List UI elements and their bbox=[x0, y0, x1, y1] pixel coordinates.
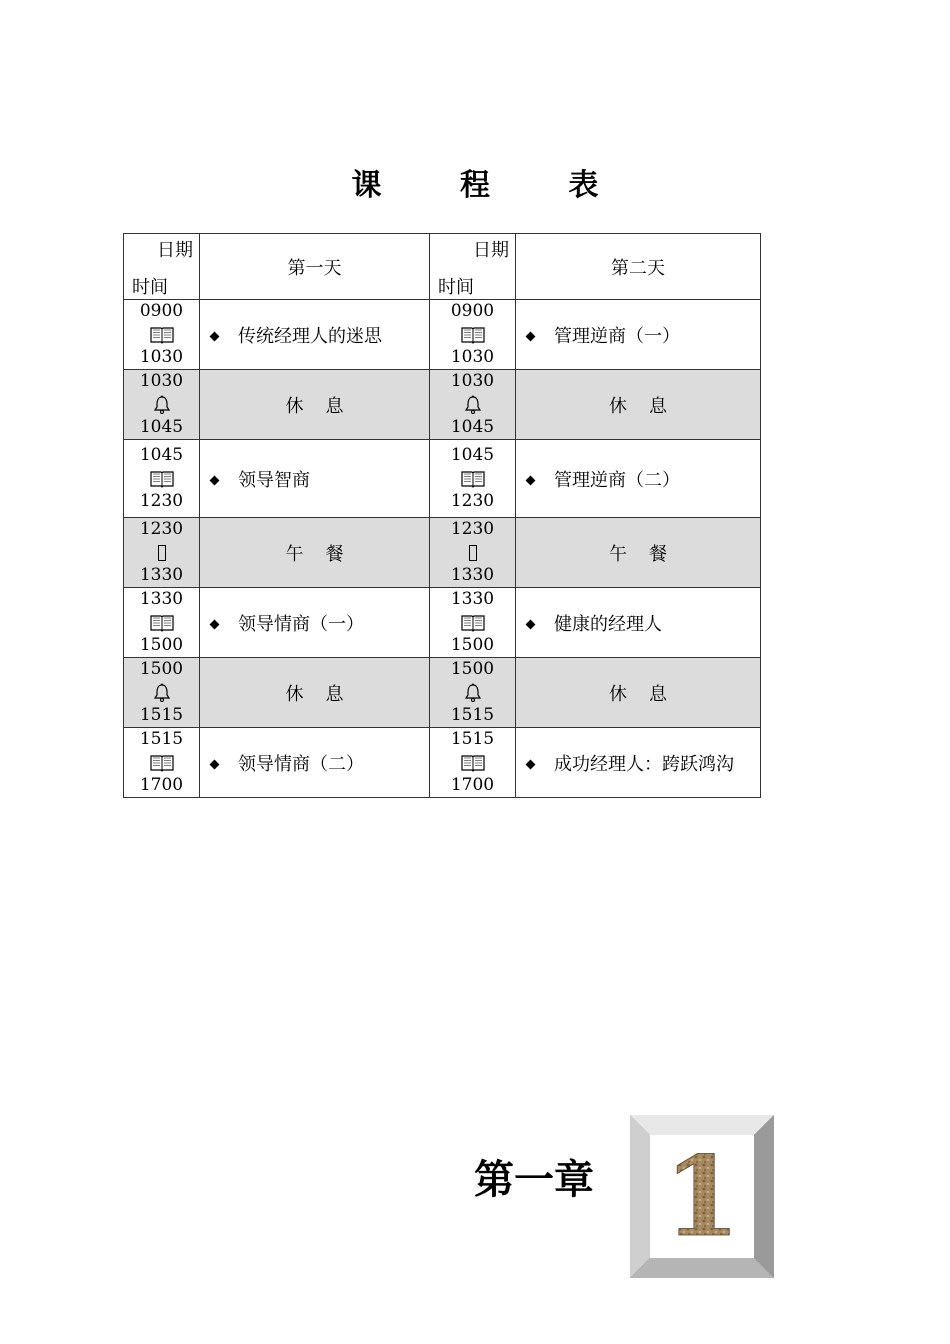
time-cell bbox=[430, 300, 516, 370]
start-time: 1330 bbox=[450, 589, 495, 609]
bell-icon bbox=[124, 393, 199, 416]
time-cell bbox=[124, 728, 200, 798]
end-time: 1515 bbox=[450, 705, 495, 725]
start-time: 1330 bbox=[139, 589, 184, 609]
start-time: 0900 bbox=[450, 301, 495, 321]
start-time: 1030 bbox=[139, 371, 184, 391]
book-icon bbox=[430, 323, 515, 346]
day1-session bbox=[200, 728, 430, 798]
end-time: 1330 bbox=[450, 565, 495, 585]
start-time: 0900 bbox=[139, 301, 184, 321]
bell-icon bbox=[430, 393, 515, 416]
session-title: 传统经理人的迷思 bbox=[238, 325, 382, 347]
day2-session bbox=[516, 300, 761, 370]
time-cell bbox=[430, 588, 516, 658]
date-time-header bbox=[430, 234, 516, 300]
day2-session bbox=[516, 728, 761, 798]
end-time: 1500 bbox=[139, 635, 184, 655]
diamond-bullet-icon bbox=[210, 620, 220, 630]
end-time: 1030 bbox=[450, 347, 495, 367]
day1-session bbox=[200, 588, 430, 658]
start-time: 1230 bbox=[450, 519, 495, 539]
end-time: 1045 bbox=[450, 417, 495, 437]
start-time: 1515 bbox=[450, 729, 495, 749]
book-icon bbox=[124, 467, 199, 490]
session-title: 管理逆商（一） bbox=[554, 325, 680, 347]
day2-break-label: 休息 bbox=[516, 370, 761, 440]
day1-session bbox=[200, 300, 430, 370]
placeholder-glyph-icon bbox=[430, 541, 515, 564]
day1-header: 第一天 bbox=[200, 234, 430, 300]
time-label: 时间 bbox=[438, 277, 474, 298]
time-cell bbox=[124, 588, 200, 658]
time-cell bbox=[124, 658, 200, 728]
time-cell bbox=[430, 518, 516, 588]
break-row bbox=[124, 658, 761, 728]
time-cell bbox=[124, 440, 200, 518]
end-time: 1500 bbox=[450, 635, 495, 655]
chapter-label: 第一章 bbox=[474, 1156, 594, 1203]
start-time: 1515 bbox=[139, 729, 184, 749]
start-time: 1045 bbox=[139, 445, 184, 465]
end-time: 1230 bbox=[139, 491, 184, 511]
session-title: 健康的经理人 bbox=[554, 613, 662, 635]
session-title: 领导情商（二） bbox=[238, 753, 364, 775]
session-row bbox=[124, 588, 761, 658]
time-cell bbox=[430, 370, 516, 440]
day2-session bbox=[516, 440, 761, 518]
day2-header: 第二天 bbox=[516, 234, 761, 300]
time-cell bbox=[124, 300, 200, 370]
start-time: 1500 bbox=[139, 659, 184, 679]
end-time: 1045 bbox=[139, 417, 184, 437]
day2-break-label: 休息 bbox=[516, 658, 761, 728]
book-icon bbox=[124, 751, 199, 774]
time-cell bbox=[430, 440, 516, 518]
time-label: 时间 bbox=[132, 277, 168, 298]
break-row bbox=[124, 370, 761, 440]
session-row bbox=[124, 440, 761, 518]
day1-session bbox=[200, 440, 430, 518]
end-time: 1230 bbox=[450, 491, 495, 511]
start-time: 1045 bbox=[450, 445, 495, 465]
book-icon bbox=[430, 467, 515, 490]
date-label: 日期 bbox=[473, 240, 509, 261]
start-time: 1500 bbox=[450, 659, 495, 679]
book-icon bbox=[124, 323, 199, 346]
diamond-bullet-icon bbox=[210, 760, 220, 770]
placeholder-glyph-icon bbox=[124, 541, 199, 564]
table-header-row bbox=[124, 234, 761, 300]
end-time: 1330 bbox=[139, 565, 184, 585]
session-title: 领导智商 bbox=[238, 469, 310, 491]
diamond-bullet-icon bbox=[526, 332, 536, 342]
date-time-header bbox=[124, 234, 200, 300]
day2-break-label: 午餐 bbox=[516, 518, 761, 588]
start-time: 1230 bbox=[139, 519, 184, 539]
chapter-number-badge bbox=[630, 1115, 774, 1278]
break-row bbox=[124, 518, 761, 588]
day1-break-label: 午餐 bbox=[200, 518, 430, 588]
schedule-table bbox=[123, 233, 761, 798]
diamond-bullet-icon bbox=[526, 620, 536, 630]
session-title: 领导情商（一） bbox=[238, 613, 364, 635]
session-title: 管理逆商（二） bbox=[554, 469, 680, 491]
bell-icon bbox=[430, 681, 515, 704]
end-time: 1515 bbox=[139, 705, 184, 725]
diamond-bullet-icon bbox=[210, 332, 220, 342]
day1-break-label: 休息 bbox=[200, 658, 430, 728]
session-row bbox=[124, 300, 761, 370]
day1-break-label: 休息 bbox=[200, 370, 430, 440]
end-time: 1700 bbox=[139, 775, 184, 795]
time-cell bbox=[124, 370, 200, 440]
page-title: 课 程 表 bbox=[351, 168, 633, 203]
end-time: 1030 bbox=[139, 347, 184, 367]
book-icon bbox=[430, 751, 515, 774]
diamond-bullet-icon bbox=[526, 476, 536, 486]
day2-session bbox=[516, 588, 761, 658]
session-title: 成功经理人：跨跃鸿沟 bbox=[554, 753, 734, 775]
book-icon bbox=[430, 611, 515, 634]
date-label: 日期 bbox=[157, 240, 193, 261]
diamond-bullet-icon bbox=[210, 476, 220, 486]
bell-icon bbox=[124, 681, 199, 704]
end-time: 1700 bbox=[450, 775, 495, 795]
session-row bbox=[124, 728, 761, 798]
chapter-number: 1 bbox=[663, 1132, 741, 1261]
time-cell bbox=[430, 728, 516, 798]
start-time: 1030 bbox=[450, 371, 495, 391]
time-cell bbox=[430, 658, 516, 728]
diamond-bullet-icon bbox=[526, 760, 536, 770]
book-icon bbox=[124, 611, 199, 634]
time-cell bbox=[124, 518, 200, 588]
